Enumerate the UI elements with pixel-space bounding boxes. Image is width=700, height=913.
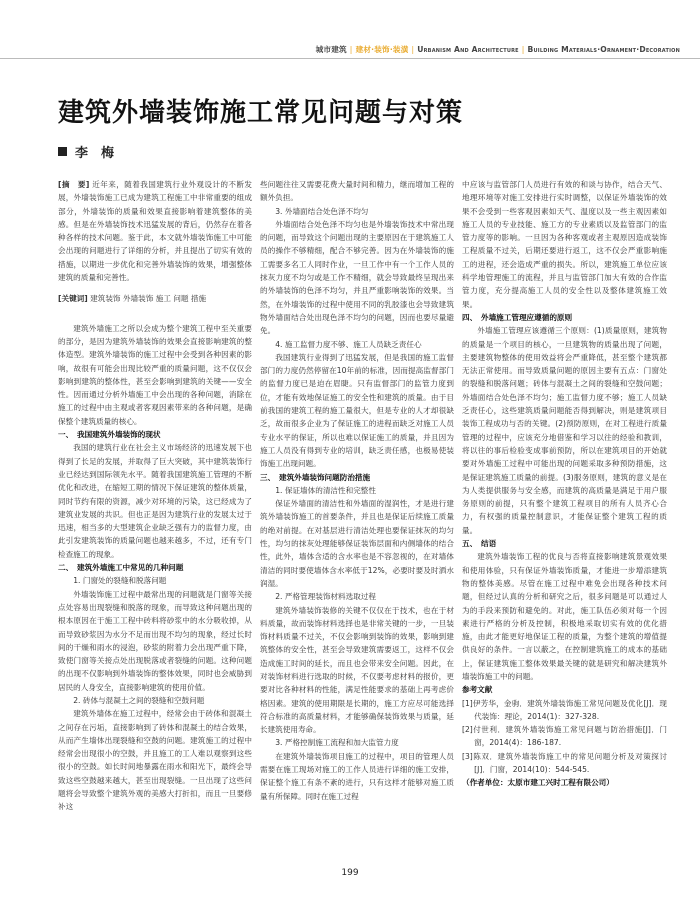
column-1 <box>58 178 252 814</box>
reference-item: [2]付世利．建筑外墙装饰施工常见问题与防治措施[J]．门窗，2014(4)：186-187. <box>462 725 667 748</box>
subsection-3-3-heading: 3. 严格控制施工流程和加大监管力度 <box>275 738 399 748</box>
header-separator: | <box>521 45 525 54</box>
header-separator: | <box>411 45 415 54</box>
subsection-3-2-heading: 2. 严格管理装饰材料选取过程 <box>275 592 376 602</box>
subsection-3-3-paragraph: 在建筑外墙装饰项目施工的过程中，项目的管理人员需要在施工现场对施工的工作人员进行详细的施工安排，保证整个施工有条不紊的进行，只有这样才能够对施工质量有所保障。同时在施工过程 <box>260 751 454 801</box>
subsection-3-1-paragraph: 保证外墙面的清洁性和外墙面的湿润性，才是进行建筑外墙装饰施工的首要条件，并且也是保证后续施工质量的绝对前提。在对基层进行清洁处理也要保证抹灰的均匀性，均匀的抹灰处理能够保证装饰层面和内侧墙体的结合性，此外，墙体含适的含水率也是不容忽视的，在对墙体清洁的同时要使墙体含水率低于12%，必要时要及时洒水润湿。 <box>260 499 454 588</box>
subsection-2-3-paragraph: 外墙面结合处色泽不均匀也是外墙装饰技术中常出现的问题，而导致这个问题出现的主要原因在于建筑施工人员的操作不够精细，配合不够完善。因为在外墙装饰的施工需要多名工人同时作业，一旦工作中有一个工作人员的抹灰力度不均匀或是工作不精细，就会导致最终呈现出来的外墙装饰的色泽不均匀，并且严重影响装饰的效果。当然，在外墙装饰的过程中使用不同的乳胶漆也会导致建筑物外墙面结合处出现色泽不均匀的问题，因而也要尽量避免。 <box>260 219 454 336</box>
subsection-2-2-paragraph: 建筑外墙体在施工过程中，经常会由于砖体和混凝土之间存在污垢，直接影响到了砖体和混凝土的结合效果，从而产生墙体出现裂缝和空鼓的问题。建筑施工的过程中经常会出现很小的空鼓，并且施工的工人难以观察到这些很小的空鼓。如长时间地暴露在雨水和阳光下，最终会导致这些空鼓越来越大，甚至出现裂缝。一旦出现了这些问题将会导致整个建筑外观的美感大打折扣，而且一旦要修补这 <box>58 709 252 812</box>
author-name: 李 梅 <box>75 146 115 161</box>
keywords <box>58 292 252 305</box>
subsection-3-2-paragraph: 建筑外墙装饰装修的关键不仅仅在于技术，也在于材料质量，故而装饰材料选择也是非常关键的一步，一旦装饰材料质量不过关，不仅会影响到装饰的效果，影响到建筑整体的安全性，甚至会导致建筑需要返工，这样不仅会造成施工时间的延长，而且也会带来安全问题。因此，在对装饰材料进行选取的时候，不仅要考虑材料的报价，更要对比各种材料的性能，满足性能要求的基础上再考虑价格因素。建筑的使用期限是长期的，施工方应尽可能选择符合标准的高质量材料，才能够确保装饰效果与质量，延长建筑使用寿命。 <box>260 605 454 735</box>
keywords-text: 建筑装饰 外墙装饰 施工 问题 措施 <box>90 294 207 304</box>
header-section-en: Urbanism And Architecture <box>417 45 519 54</box>
subsection-2-4-heading: 4. 施工监督力度不够、施工人员缺乏责任心 <box>275 339 422 349</box>
author-affiliation: （作者单位：太原市建工兴时工程有限公司） <box>462 778 614 788</box>
section-1-paragraph: 我国的建筑行业在社会主义市场经济的迅速发展下也得到了长足的发展，并取得了巨大突破，其中建筑装饰行业已经达到国际领先水平。随着我国建筑施工管理的不断优化和改进，在缩短工期的情况下保证建筑的整体质量，同时节约有限的资源，减少对环境的污染，这已经成为了建筑业发展的共识。但也正是因为建筑行业的发展太过于迅速，相当多的大型建筑企业缺乏强有力的监督力度，由此引发建筑装饰的质量问题也越来越多，不过，还有专门检查施工的现象。 <box>58 443 252 559</box>
section-5-heading: 五、 结语 <box>462 539 497 549</box>
section-1-heading: 一、 我国建筑外墙装饰的现状 <box>58 430 161 440</box>
abstract-label: [摘 要] <box>58 180 90 189</box>
header-subsection-cn: 建材·装饰·装潢 <box>355 45 409 54</box>
subsection-2-2-heading: 2. 砖体与混凝土之间的裂缝和空鼓问题 <box>73 695 205 705</box>
section-4-heading: 四、 外墙施工管理应遵循的原则 <box>462 312 573 322</box>
column-2 <box>260 178 454 803</box>
page-number: 199 <box>341 868 359 878</box>
subsection-2-4-paragraph: 我国建筑行业得到了迅猛发展，但是我国的施工监督部门的力度仍然停留在10年前的标准，因而提高监督部门的监督力度已是迫在眉睫。只有监督部门的监管力度到位，才能有效地保证施工的安全性和建筑的质量。由于目前我国的建筑工程的施工量很大，但是专业的人才却很缺乏，故而很多企业为了保证施工的进程而缺乏对施工人员专业水平的保证，所以也难以保证施工的质量，并且因为施工人员没有得到专业的培训，缺乏责任感，也极易使装饰施工出现问题。 <box>260 352 454 469</box>
intro-paragraph: 建筑外墙施工之所以会成为整个建筑工程中至关重要的部分，是因为建筑外墙装饰的效果会直接影响建筑的整体造型。建筑外墙装饰的施工过程中会受到各种因素的影响，故很有可能会出现比较严重的质量问题，这不仅仅会影响到建筑的整体性，甚至会影响到建筑的关键——安全性。因而通过分析外墙施工中会出现的各种问题，消除在施工的过程中由主观或者客观因素带来的各种问题，是确保整个建筑质量的核心。 <box>58 323 252 426</box>
header-section-cn: 城市建筑 <box>315 45 347 54</box>
section-3-heading: 三、 建筑外墙装饰问题防治措施 <box>260 472 371 482</box>
column-3 <box>462 178 667 790</box>
reference-item: [3]陈双．建筑外墙装饰施工中的常见问题分析及对策探讨[J]．门窗，2014(10)：544-545. <box>462 751 667 775</box>
author-row <box>58 142 114 161</box>
section-5-paragraph: 建筑外墙装饰工程的优良与否将直接影响建筑景观效果和使用体验，只有保证外墙装饰质量，才能进一步增添建筑物的整体美感。尽管在施工过程中难免会出现各种技术问题，但经过认真的分析和研究之后，很多问题是可以通过人为的手段来预防和避免的。对此，施工队伍必须对每一个因素进行严格的分析及控制，积极地采取切实有效的优化措施，由此才能更好地保证工程的质量，为整个建筑的增值提供良好的条件。一言以蔽之，在控制建筑施工的成本的基础上，保证建筑施工整体效果最关键的就是研究和解决建筑外墙装饰施工中的问题。 <box>462 552 667 681</box>
continued-paragraph: 中应该与监管部门人员进行有效的和谈与协作，结合天气、地理环境等对施工安排进行实时调整，以保证外墙装饰的效果不会受到一些客观因素如天气、温度以及一些主观因素如施工人员的专业技能、施工方的专业素质以及监管部门的监管力度等的影响。一旦因为各种客观或者主观原因造成装饰工程质量不过关，后期还要进行返工，这不仅会严重影响施工的进程，还会造成严重的损失。所以，建筑施工单位应该科学地管理施工的流程，并且与监管部门加大有效的合作监管力度，充分提高施工人员的安全性以及整体建筑施工效果。 <box>462 180 667 309</box>
subsection-2-3-heading: 3. 外墙面结合处色泽不均匀 <box>275 206 369 216</box>
header-separator: | <box>349 45 353 54</box>
header-subsection-en: Building Materials·Ornament·Decoration <box>527 45 680 54</box>
square-bullet-icon <box>58 147 67 156</box>
article-title: 建筑外墙装饰施工常见问题与对策 <box>58 98 464 128</box>
keywords-label: [关键词] <box>58 294 88 304</box>
header-rule <box>0 58 700 59</box>
abstract-text: 近年来，随着我国建筑行业外观设计的不断发展，外墙装饰施工已成为建筑工程施工中非常重要的组成部分，外墙装饰的质量和效果直接影响着建筑整体的美感。但是在外墙装饰技术迅猛发展的背后，仍然存在着各种各样的技术问题。鉴于此，本文就外墙装饰施工中可能会出现的问题进行了详细的分析，并且提出了切实有效的措施，以期进一步优化和完善外墙装饰的效果，增强整体建筑的质量和完善性。 <box>58 180 252 283</box>
section-4-paragraph: 外墙施工管理应该遵循三个原则：(1)质量原则，建筑物的质量是一个项目的核心，一旦建筑物的质量出现了问题，主要建筑物整体的使用效益将会严重降低，甚至整个建筑都无法正常使用。而导致质量问题的原因主要有五点：门窗处的裂缝和脱落问题；砖体与混凝土之间的裂缝和空鼓问题；外墙面结合处色泽不均匀；施工监督力度不够；施工人员缺乏责任心，这些建筑质量问题能否得到解决，则是建筑项目装饰工程成功与否的关键。(2)预防原则，在对工程进行质量管理的过程中，应该充分地借鉴和学习以往的经验和教训，将以往的事后检验变成事前预防，所以在建筑项目的开始就要对外墙施工过程中可能出现的问题采取多种预防措施，这是保证建筑施工质量的前提。(3)服务原则，建筑的意义是在为人类提供服务与安全感，而建筑的高质量是满足于用户服务原则的前提，只有整个建筑工程项目的所有人员齐心合力，有权强的质量控制意识，才能保证整个建筑工程的质量。 <box>462 326 667 535</box>
subsection-2-1-paragraph: 外墙装饰施工过程中最常出现的问题就是门窗等关接点处容易出现裂缝和脱落的现象，而导致这种问题出现的根本原因在于施工工程中砖料将砂浆中的水分吸收掉，从而导致砂浆因为水分不足而出现不均匀的现象，经过长时间的干燥和雨水的浸泡，砂浆的附着力会出现严重下降，致使门窗等关接点处出现脱落或者裂缝的问题。这种问题的出现不仅影响到外墙装饰的整体效果，同时也会威胁到居民的人身安全，直接影响建筑的使用价值。 <box>58 589 252 692</box>
abstract <box>58 178 252 284</box>
subsection-3-1-heading: 1. 保证墙体的清洁性和完整性 <box>275 485 376 495</box>
references-heading: 参考文献 <box>462 685 493 695</box>
journal-header <box>316 44 680 55</box>
section-2-heading: 二、 建筑外墙施工中常见的几种问题 <box>58 563 184 573</box>
subsection-2-1-heading: 1. 门窗处的裂缝和脱落问题 <box>73 576 167 586</box>
reference-item: [1]伊芳华，金驹．建筑外墙装饰施工常见问题及优化[J]．现代装饰：理论，2014(1)：327-328. <box>462 698 667 721</box>
continued-paragraph: 些问题往往又需要花费大量时间和精力，继而增加工程的额外负担。 <box>260 180 454 203</box>
